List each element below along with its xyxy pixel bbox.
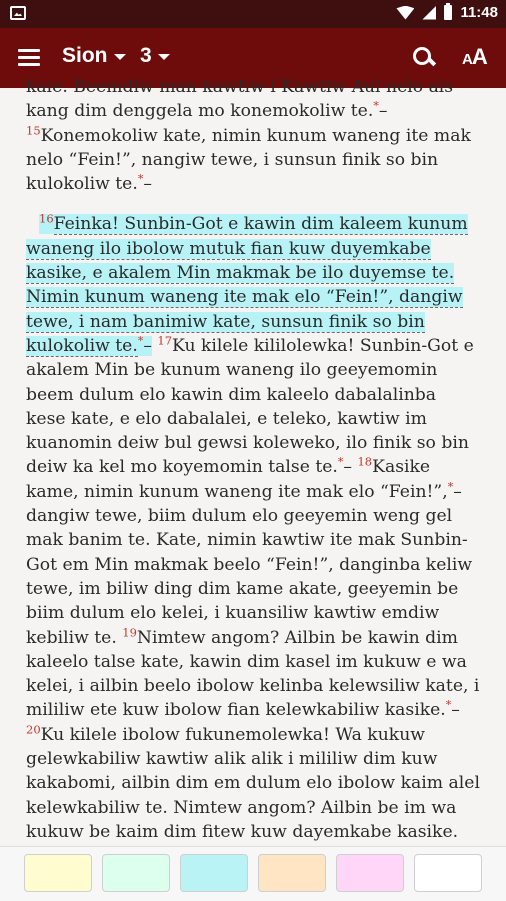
verse-text: Kasike kame, nimin kunum waneng ite mak elo “Fein!”, <box>26 457 448 502</box>
signal-icon <box>422 6 436 20</box>
verse-text: Ku kilele ibolow fukunemolewka! Wa kukuw gelewkabiliw kawtiw alik alik i mililiw dim kuw kakabomi, ailbin dim em dulum elo ibolow kaim alel kelewkabiliw te. Nimtew angom? Ailbin be im wa kukuw be kaim dim fitew kuw dayemkabe kasike. <box>26 724 480 842</box>
verse-number[interactable]: 19 <box>122 624 137 639</box>
menu-icon[interactable] <box>18 49 40 65</box>
verse-text: Feinka! Sunbin-Got e kawin dim kaleem kunum waneng ilo ibolow mutuk fian kuw duyemkabe kasike, e akalem Min makmak be ilo duyemse te. Nimin kunum waneng ite mak elo “Fein!”, dangiw tewe, i nam banimiw kate, sunsun finik so bin kulokoliw te. <box>26 214 468 356</box>
book-selector[interactable] <box>62 44 126 68</box>
highlighted-verse[interactable]: $^{16}$Feinka! Sunbin-Got e kawin dim kaleem kunum waneng ilo ibolow mutuk fian kuw duyemkabe kasike, e akalem Min makmak be ilo duyemse te. Nimin kunum waneng ite mak elo “Fein!”, dangiw tewe, i nam banimiw kate, sunsun finik so bin kulokoliw te.*– <box>26 211 468 356</box>
highlight-swatch-cyan[interactable] <box>180 854 248 892</box>
footnote-marker[interactable]: * <box>445 698 452 712</box>
verse-number[interactable]: 15 <box>26 122 41 137</box>
gallery-icon <box>10 6 26 20</box>
verse-text: Ku kilele kililolewka! Sunbin-Got e akalem Min be kunum waneng ilo geeyemomin beem dulum elo kawin dim kaleelo dabalalinba kese kate, e elo dabalalei, e teleko, kawtiw im kuanomin deiw bul gewsi koleweko, ilo finik so bin deiw ka kel mo koyemomin talse te. <box>26 335 474 478</box>
search-icon[interactable] <box>412 46 434 68</box>
chevron-down-icon <box>158 54 170 60</box>
footnote-marker[interactable]: * <box>337 455 344 469</box>
footnote-marker[interactable]: * <box>373 99 379 113</box>
highlight-swatch-orange[interactable] <box>258 854 326 892</box>
wifi-icon <box>396 6 414 20</box>
book-name: Sion <box>62 44 108 67</box>
status-right <box>396 4 498 21</box>
chapter-number: 3 <box>140 44 152 67</box>
chevron-down-icon <box>114 54 126 60</box>
status-time: 11:48 <box>460 4 498 21</box>
paragraph-2: $^{16}$Feinka! Sunbin-Got e kawin dim kaleem kunum waneng ilo ibolow mutuk fian kuw duyemkabe kasike, e akalem Min makmak be ilo duyemse te. Nimin kunum waneng ite mak elo “Fein!”, dangiw tewe, i nam banimiw kate, sunsun finik so bin kulokoliw te.*– $^{17}$Ku kilele kililolewka! Sunbin-Got e akalem Min be kunum waneng ilo geeyemomin beem dulum elo kawin dim kaleelo dabalalinba kese kate, e elo dabalalei, e teleko, kawtiw im kuanomin deiw bul gewsi koleweko, ilo finik so bin deiw ka kel mo koyemomin talse te.*– $^{18}$Kasike kame, nimin kunum waneng ite mak elo “Fein!”,*– dangiw tewe, biim dulum elo geeyemin weng gel mak banim te. Kate, nimin kawtiw ite mak Sunbin-Got em Min makmak beelo “Fein!”, danginba keliw tewe, im biliw ding dim kame akate, geeyemin be biim dulum elo kelei, i kuansiliw kawtiw emdiw kebiliw te. $^{19}$Nimtew angom? Ailbin be kawin dim kaleelo talse kate, kawin dim kasel im kukuw e wa kelei, i ailbin beelo ibolow kelinba kelewsiliw kate, i mililiw ete kuw ibolow fian kelewkabiliw kasike.*– $^{20}$Ku kilele ibolow fukunemolewka! Wa kukuw gelewkabiliw kawtiw alik alik i mililiw dim kuw kakabomi, ailbin dim em dulum elo ibolow kaim alel kelewkabiliw te. Nimtew angom? Ailbin be im wa kukuw be kaim dim fitew kuw dayemkabe kasike. <box>0 212 506 892</box>
verse-number[interactable]: 16 <box>39 211 54 226</box>
highlight-swatch-white[interactable] <box>414 854 482 892</box>
verse-number[interactable]: 18 <box>357 454 373 469</box>
text-line: kale. Beemdiw man kawtiw i Kawtiw Aul nelo als <box>26 77 454 97</box>
verse-text: dangiw tewe, biim dulum elo geeyemin weng gel mak banim te. Kate, nimin kawtiw ite mak Sunbin-Got em Min makmak beelo “Fein!”, danginba keliw tewe, im biliw ding dim kame akate, geeyemin be biim dulum elo kelei, i kuansiliw kawtiw emdiw kebiliw te. <box>26 506 473 648</box>
text-size-button[interactable]: AA <box>462 44 487 69</box>
footnote-marker[interactable]: * <box>137 334 144 348</box>
battery-icon <box>444 5 452 20</box>
text-line: kang dim denggela mo konemokoliw te. <box>26 101 374 122</box>
verse-text: Konemokoliw kate, nimin kunum waneng ite mak nelo “Fein!”, nangiw tewe, i sunsun finik so bin kulokoliw te. <box>26 125 471 195</box>
paragraph-1: kale. Beemdiw man kawtiw i Kawtiw Aul nelo als kang dim denggela mo konemokoliw te.*– $^{15}$Konemokoliw kate, nimin kunum waneng ite mak nelo “Fein!”, nangiw tewe, i sunsun finik so bin kulokoliw te.*– <box>26 77 471 195</box>
footnote-marker[interactable]: * <box>447 480 454 494</box>
status-bar <box>0 0 506 28</box>
highlight-swatch-green[interactable] <box>102 854 170 892</box>
highlight-swatch-yellow[interactable] <box>24 854 92 892</box>
highlight-palette <box>0 846 506 901</box>
passage-content[interactable] <box>0 77 506 846</box>
highlight-swatch-pink[interactable] <box>336 854 404 892</box>
verse-number[interactable]: 17 <box>157 333 173 348</box>
verse-text: Nimtew angom? Ailbin be kawin dim kaleelo talse kate, kawin dim kasel im kukuw e wa kelei, i ailbin beelo ibolow kelinba kelewsiliw kate, i mililiw ete kuw ibolow fian kelewkabiliw kasike. <box>26 627 480 721</box>
chapter-selector[interactable] <box>140 44 170 68</box>
verse-number[interactable]: 20 <box>26 721 41 736</box>
footnote-marker[interactable]: * <box>137 172 144 186</box>
